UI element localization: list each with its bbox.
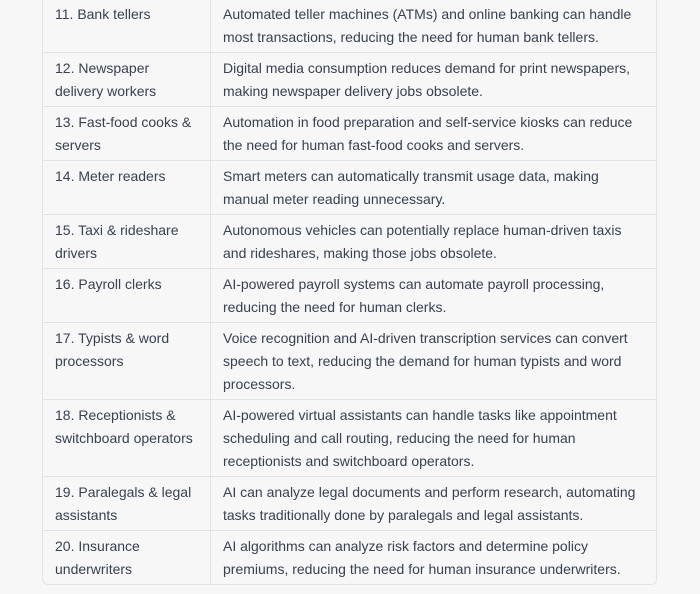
jobs-table-body [43, 0, 656, 584]
job-cell: 19. Paralegals & legal assistants [43, 476, 211, 530]
table-row [43, 476, 656, 530]
table-row [43, 106, 656, 160]
table-row [43, 322, 656, 399]
jobs-table-container [42, 0, 657, 585]
job-cell: 16. Payroll clerks [43, 268, 211, 322]
reason-cell: Automation in food preparation and self-service kiosks can reduce the need for human fast-food cooks and servers. [211, 106, 656, 160]
jobs-table [42, 0, 657, 585]
reason-cell: Voice recognition and AI-driven transcription services can convert speech to text, reducing the demand for human typists and word processors. [211, 322, 656, 399]
reason-cell: Automated teller machines (ATMs) and online banking can handle most transactions, reducing the need for human bank tellers. [223, 5, 632, 45]
table-row [43, 214, 656, 268]
reason-cell: AI-powered virtual assistants can handle tasks like appointment scheduling and call routing, reducing the need for human receptionists and switchboard operators. [211, 399, 656, 476]
job-cell: 17. Typists & word processors [43, 322, 211, 399]
reason-cell: Digital media consumption reduces demand for print newspapers, making newspaper delivery jobs obsolete. [211, 52, 656, 106]
job-cell: 20. Insurance underwriters [43, 530, 211, 584]
job-cell: 14. Meter readers [43, 160, 211, 214]
reason-cell: Smart meters can automatically transmit usage data, making manual meter reading unnecessary. [211, 160, 656, 214]
table-row [43, 399, 656, 476]
reason-cell: AI algorithms can analyze risk factors and determine policy premiums, reducing the need for human insurance underwriters. [211, 530, 656, 584]
job-cell: 12. Newspaper delivery workers [43, 52, 211, 106]
table-row [43, 530, 656, 584]
reason-cell: AI-powered payroll systems can automate payroll processing, reducing the need for human clerks. [211, 268, 656, 322]
table-row [43, 52, 656, 106]
table-row [43, 0, 656, 52]
reason-cell: AI can analyze legal documents and perform research, automating tasks traditionally done by paralegals and legal assistants. [211, 476, 656, 530]
job-cell: 15. Taxi & rideshare drivers [43, 214, 211, 268]
reason-cell: Autonomous vehicles can potentially replace human-driven taxis and rideshares, making those jobs obsolete. [211, 214, 656, 268]
job-cell: 13. Fast-food cooks & servers [43, 106, 211, 160]
table-row [43, 268, 656, 322]
table-row [43, 160, 656, 214]
job-cell: 18. Receptionists & switchboard operators [43, 399, 211, 476]
job-cell: 11. Bank tellers [43, 0, 211, 52]
